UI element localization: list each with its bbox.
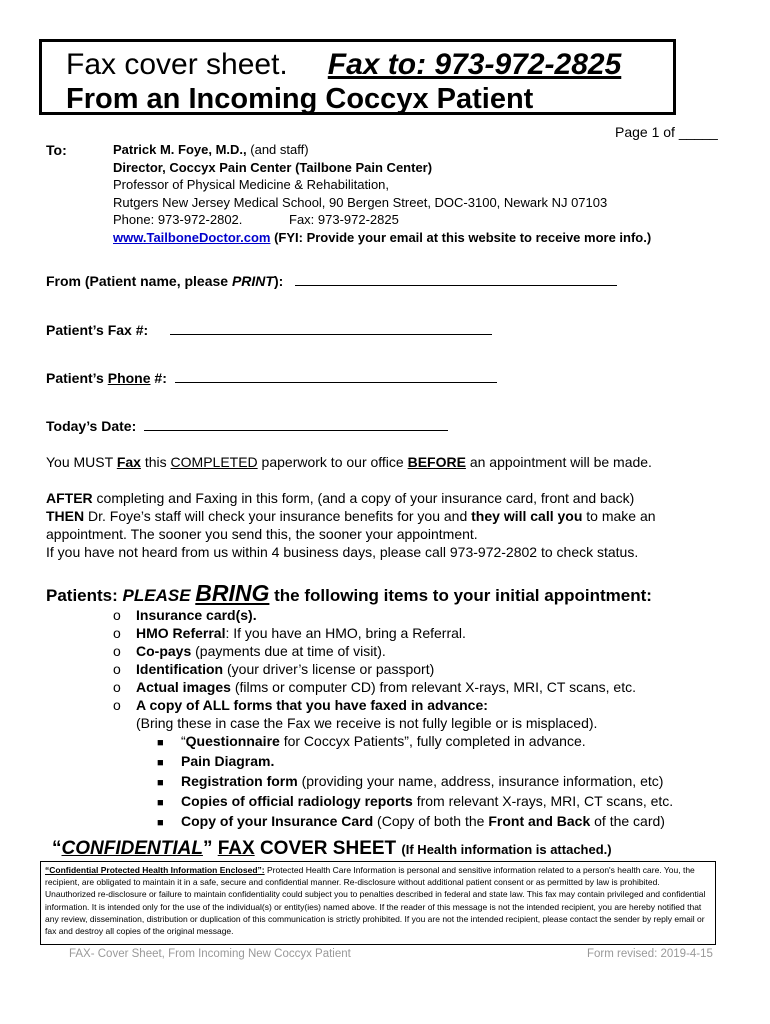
website-link[interactable]: www.TailboneDoctor.com (113, 229, 271, 245)
phone-label-pre: Patient’s (46, 370, 108, 386)
square-bullet-icon: ■ (157, 737, 164, 749)
list-item (113, 606, 673, 624)
sub-list-item (157, 772, 673, 792)
recipient-name: Patrick M. Foye, M.D., (113, 142, 247, 157)
list-item (113, 660, 673, 678)
square-bullet-icon: ■ (157, 797, 164, 809)
sub-item-bold: Copy of your Insurance Card (181, 813, 374, 829)
item-bold: Insurance card(s). (136, 607, 257, 623)
must-completed-word: COMPLETED (170, 454, 258, 470)
title-subtitle: From an Incoming Coccyx Patient (66, 83, 534, 115)
must-text-2: this (140, 454, 171, 470)
item-bold: A copy of ALL forms that you have faxed in advance: (136, 697, 488, 713)
confidential-notice (40, 861, 716, 945)
status-check-line: If you have not heard from us within 4 business days, please call 973-972-2802 to check status. (46, 544, 639, 560)
must-fax-notice (46, 453, 652, 471)
bullet-marker: o (113, 607, 121, 623)
item-rest: : If you have an HMO, bring a Referral. (225, 625, 466, 641)
must-text-4: an appointment will be made. (465, 454, 652, 470)
conf-quote-open: “ (52, 838, 62, 859)
sub-item-rest-2: of the card) (590, 813, 665, 829)
date-input[interactable] (144, 418, 448, 431)
list-item (113, 696, 673, 714)
from-label-prefix: From (Patient name, please (46, 273, 232, 289)
item-bold: Identification (136, 661, 224, 677)
bullet-marker: o (113, 697, 121, 713)
recipient-professor: Professor of Physical Medicine & Rehabilitation, (113, 177, 390, 192)
square-bullet-icon: ■ (157, 757, 164, 769)
after-line-2-end: to make an (582, 508, 656, 524)
title-line-1 (66, 48, 673, 82)
sub-item-rest: from relevant X-rays, MRI, CT scans, etc. (412, 793, 674, 809)
conf-quote-close: ” (202, 838, 213, 859)
recipient-address: Rutgers New Jersey Medical School, 90 Bergen Street, DOC-3100, Newark NJ 07103 (113, 194, 608, 210)
recipient-fax: Fax: 973-972-2825 (289, 212, 399, 227)
conf-small: (If Health information is attached.) (401, 842, 612, 857)
notice-text: Protected Health Care Information is personal and sensitive information related to a person's health care. You, the recipient, are obligated to maintain it in a safe, secure and confidential manner. Re-disclosure without additional patient consent or as permitted by law is prohibited. Unauthorized re-disclosure or failure to maintain confidentiality could subject you to penalties described in federal and state law. This fax may contain privileged and confidential information. It is intended only for the use of the individual(s) or entity(ies) named above. If the reader of this message is not the intended recipient, you are hereby notified that any review, dissemination, distribution or duplication of this communication is strictly prohibited. If you are not the intended recipient, please contact the sender by reply email or fax and destroy all copies of the original message. (45, 865, 706, 937)
sub-list-item (157, 792, 673, 812)
phone-field (46, 370, 497, 386)
after-paragraph (46, 489, 656, 561)
bring-please: PLEASE (122, 586, 196, 605)
square-bullet-icon: ■ (157, 777, 164, 789)
sub-item-bold: Copies of official radiology reports (181, 793, 413, 809)
page-count: Page 1 of _____ (615, 124, 718, 140)
sub-item-bold: Questionnaire (185, 733, 280, 749)
must-before-word: BEFORE (407, 454, 466, 470)
patient-phone-input[interactable] (175, 370, 497, 383)
conf-fax-word: FAX (217, 838, 255, 859)
footer-title: FAX- Cover Sheet, From Incoming New Coccyx Patient (69, 948, 351, 960)
item-bold: HMO Referral (136, 625, 226, 641)
conf-rest: COVER SHEET (254, 838, 402, 859)
website-note: (FYI: Provide your email at this website to receive more info.) (270, 229, 652, 245)
square-bullet-icon: ■ (157, 817, 164, 829)
bullet-marker: o (113, 661, 121, 677)
fax-field (46, 322, 492, 338)
item-bold: Actual images (136, 679, 231, 695)
copy-note (113, 714, 673, 732)
must-text-3: paperwork to our office (257, 454, 408, 470)
recipient-block (113, 141, 651, 246)
phone-label-word: Phone (107, 370, 151, 386)
sub-list (113, 732, 673, 832)
patient-fax-input[interactable] (170, 322, 492, 335)
item-rest: (films or computer CD) from relevant X-rays, MRI, CT scans, etc. (230, 679, 636, 695)
list-item (113, 642, 673, 660)
after-word: AFTER (46, 490, 93, 506)
after-line-3: appointment. The sooner you send this, the sooner your appointment. (46, 526, 478, 542)
then-word: THEN (46, 508, 85, 524)
list-item (113, 624, 673, 642)
bring-heading (46, 580, 652, 607)
recipient-name-suffix: (and staff) (246, 142, 309, 157)
fax-to-number: Fax to: 973-972-2825 (327, 48, 622, 81)
from-label-suffix: ): (273, 273, 284, 289)
sub-list-item (157, 812, 673, 832)
recipient-director: Director, Coccyx Pain Center (Tailbone Pain Center) (113, 159, 433, 175)
bullet-marker: o (113, 679, 121, 695)
notice-heading: “Confidential Protected Health Information Enclosed”: (45, 865, 265, 875)
sub-item-pre: “ (181, 733, 186, 749)
after-line-2: Dr. Foye’s staff will check your insurance benefits for you and (84, 508, 472, 524)
after-line-1: completing and Faxing in this form, (and a copy of your insurance card, front and back) (92, 490, 635, 506)
must-fax-word: Fax (116, 454, 141, 470)
conf-word: CONFIDENTIAL (61, 838, 203, 859)
confidential-heading (52, 838, 612, 860)
bring-patients: Patients: (46, 586, 123, 605)
list-item (113, 678, 673, 696)
sub-item-bold: Pain Diagram. (181, 753, 275, 769)
copy-note-text: (Bring these in case the Fax we receive is not fully legible or is misplaced). (136, 715, 598, 731)
sub-item-rest: (Copy of both the (373, 813, 489, 829)
fax-label: Patient’s Fax #: (46, 322, 149, 338)
bullet-marker: o (113, 643, 121, 659)
footer-revision: Form revised: 2019-4-15 (587, 948, 713, 960)
item-bold: Co-pays (136, 643, 192, 659)
to-label: To: (46, 142, 67, 158)
bring-word: BRING (195, 580, 270, 606)
sub-item-bold: Registration form (181, 773, 298, 789)
sub-list-wrap (113, 732, 673, 832)
sub-list-item (157, 732, 673, 752)
bring-rest: the following items to your initial appointment: (269, 586, 652, 605)
bullet-marker: o (113, 625, 121, 641)
sub-list-item (157, 752, 673, 772)
must-text-1: You MUST (46, 454, 117, 470)
from-label-print: PRINT (231, 273, 274, 289)
phone-label-post: #: (150, 370, 167, 386)
sub-item-bold-2: Front and Back (488, 813, 591, 829)
from-field (46, 273, 617, 289)
bring-list (113, 606, 673, 832)
item-rest: (your driver’s license or passport) (223, 661, 435, 677)
date-label: Today’s Date: (46, 418, 137, 434)
call-you-text: they will call you (471, 508, 583, 524)
title-box (39, 39, 676, 115)
item-rest: (payments due at time of visit). (191, 643, 386, 659)
sub-item-rest: for Coccyx Patients”, fully completed in advance. (279, 733, 586, 749)
title-text: Fax cover sheet. (66, 48, 288, 81)
patient-name-input[interactable] (295, 273, 617, 286)
date-field (46, 418, 448, 434)
sub-item-rest: (providing your name, address, insurance information, etc) (297, 773, 664, 789)
recipient-phone: Phone: 973-972-2802. (113, 212, 243, 227)
